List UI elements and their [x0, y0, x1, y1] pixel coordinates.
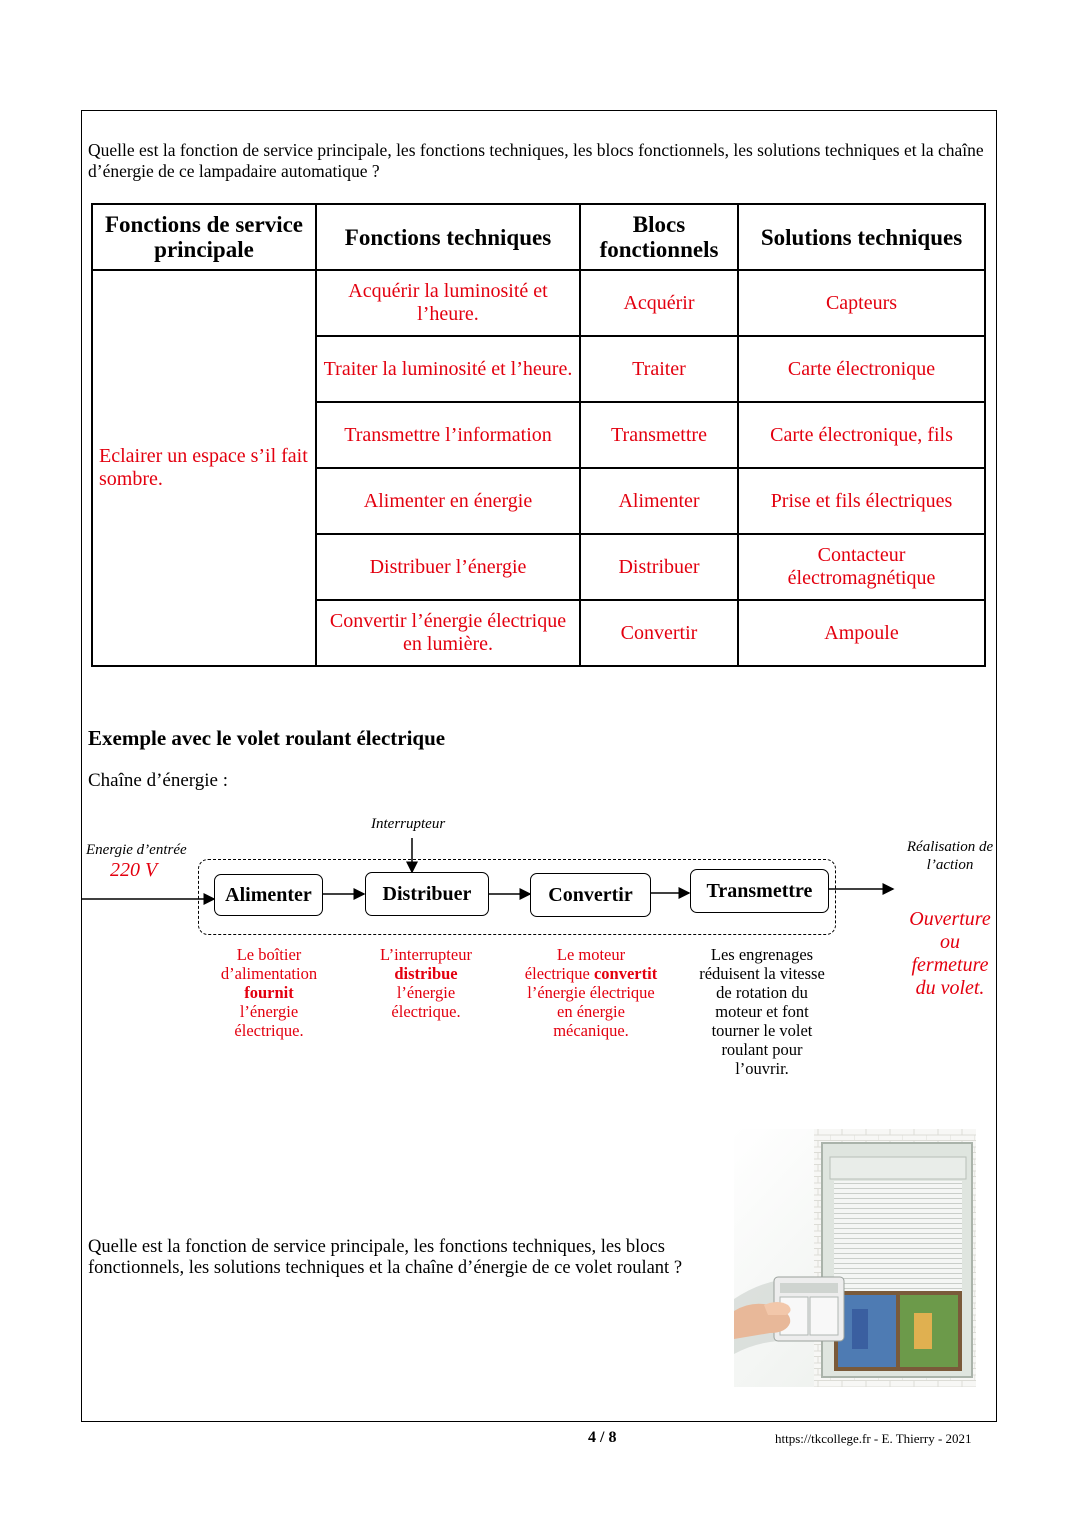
desc-text: électrique [524, 964, 594, 983]
desc-keyword: distribue [394, 964, 458, 983]
desc-line: moteur et font [715, 1002, 809, 1021]
chain-label: Chaîne d’énergie : [88, 770, 228, 791]
output-label-line: Réalisation de [906, 839, 994, 855]
example-title: Exemple avec le volet roulant électrique [88, 726, 446, 750]
bloc-cell: Transmettre [580, 402, 738, 468]
desc-keyword: fournit [244, 983, 294, 1002]
input-label: Energie d’entrée [86, 842, 187, 858]
bloc-cell: Acquérir [580, 270, 738, 336]
desc-line: réduisent la vitesse [699, 964, 825, 983]
desc-line: d’alimentation [220, 964, 318, 983]
switch-label: Interrupteur [371, 816, 446, 832]
desc-line: tourner le volet [711, 1021, 813, 1040]
bloc-cell: Distribuer [580, 534, 738, 600]
desc-line: l’ouvrir. [735, 1059, 789, 1078]
bloc-cell: Convertir [580, 600, 738, 666]
desc-line: mécanique. [553, 1021, 629, 1040]
header-bloc: Blocs fonctionnels [580, 204, 738, 270]
desc-line: roulant pour [721, 1040, 803, 1059]
desc-line: de rotation du [716, 983, 808, 1002]
block-alimenter: Alimenter [214, 874, 323, 916]
block-distribuer: Distribuer [365, 872, 489, 916]
output-result-line: ou [940, 931, 960, 953]
output-label-line: l’action [926, 857, 974, 873]
technique-cell: Acquérir la luminosité et l’heure. [316, 270, 580, 336]
output-result-line: du volet. [915, 977, 985, 999]
technique-cell: Distribuer l’énergie [316, 534, 580, 600]
solution-cell: Capteurs [738, 270, 985, 336]
desc-alimenter [200, 945, 338, 1040]
desc-line: l’énergie électrique [527, 983, 655, 1002]
desc-line: Les engrenages [710, 945, 814, 964]
question-lamp: Quelle est la fonction de service principale, les fonctions techniques, les blocs fonctionnels, les solutions techniques et la chaîne d’énergie de ce lampadaire automatique ? [88, 140, 984, 181]
output-label [900, 838, 1000, 874]
desc-line: électrique. [234, 1021, 304, 1040]
technique-cell: Convertir l’énergie électrique en lumière. [316, 600, 580, 666]
desc-transmettre [684, 945, 840, 1078]
desc-line: en énergie [557, 1002, 625, 1021]
desc-keyword: convertit [593, 964, 658, 983]
desc-line: Le boîtier [236, 945, 302, 964]
desc-line: électrique. [391, 1002, 461, 1021]
block-transmettre: Transmettre [690, 869, 829, 913]
solution-cell: Ampoule [738, 600, 985, 666]
desc-distribuer [356, 945, 496, 1021]
solution-cell: Prise et fils électriques [738, 468, 985, 534]
input-value: 220 V [110, 859, 158, 881]
desc-line: l’énergie [396, 983, 456, 1002]
output-result [903, 908, 997, 1000]
bloc-cell: Traiter [580, 336, 738, 402]
page-number: 4 / 8 [588, 1429, 617, 1446]
technique-cell: Alimenter en énergie [316, 468, 580, 534]
output-result-line: Ouverture [909, 908, 991, 930]
header-solution: Solutions techniques [738, 204, 985, 270]
desc-convertir [510, 945, 672, 1040]
header-technique: Fonctions techniques [316, 204, 580, 270]
technique-cell: Transmettre l’information [316, 402, 580, 468]
question-volet: Quelle est la fonction de service principale, les fonctions techniques, les blocs fonctionnels, les solutions techniques et la chaîne d’énergie de ce volet roulant ? [88, 1237, 683, 1278]
roller-shutter-image [734, 1129, 976, 1387]
header-main-function: Fonctions de service principale [92, 204, 316, 270]
solution-cell: Carte électronique [738, 336, 985, 402]
solution-cell: Carte électronique, fils [738, 402, 985, 468]
output-result-line: fermeture [911, 954, 989, 976]
desc-line: l’énergie [239, 1002, 299, 1021]
block-convertir: Convertir [530, 873, 651, 917]
desc-line [510, 964, 672, 983]
desc-line: Le moteur [556, 945, 626, 964]
solution-cell: Contacteur électromagnétique [738, 534, 985, 600]
desc-line: L’interrupteur [380, 945, 472, 964]
technique-cell: Traiter la luminosité et l’heure. [316, 336, 580, 402]
source-credit: https://tkcollege.fr - E. Thierry - 2021 [775, 1431, 972, 1446]
bloc-cell: Alimenter [580, 468, 738, 534]
main-function-cell: Eclairer un espace s’il fait sombre. [92, 270, 316, 666]
